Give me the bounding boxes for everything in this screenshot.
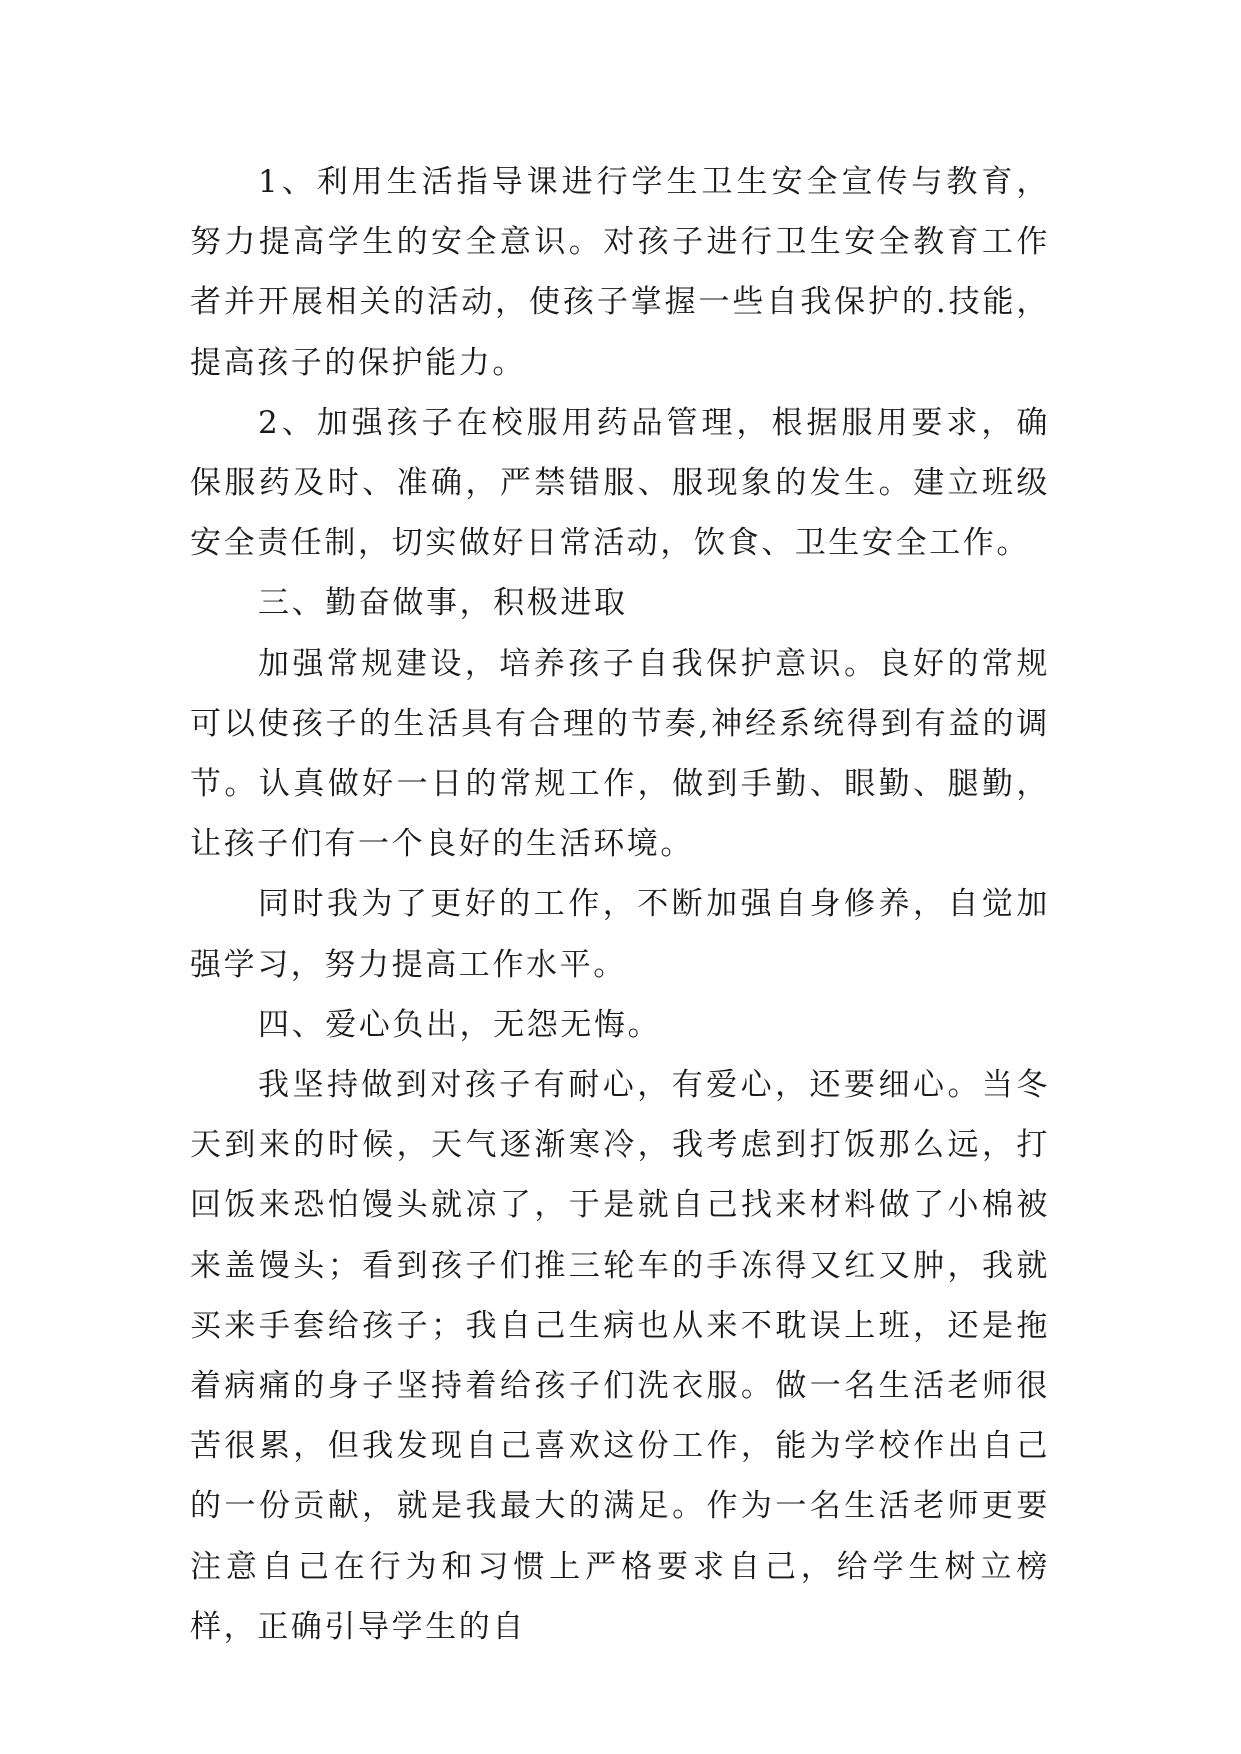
paragraph-hygiene-education: 1、利用生活指导课进行学生卫生安全宣传与教育，努力提高学生的安全意识。对孩子进行卫生安全教育工作者并开展相关的活动，使孩子掌握一些自我保护的.技能，提高孩子的保护能力。: [190, 164, 1050, 381]
document-body: [190, 152, 1050, 1657]
paragraph-patience-care: 我坚持做到对孩子有耐心，有爱心，还要细心。当冬天到来的时候，天气逐渐寒冷，我考虑到打饭那么远，打回饭来恐怕馒头就凉了，于是就自己找来材料做了小棉被来盖馒头；看到孩子们推三轮车的手冻得又红又肿，我就买来手套给孩子；我自己生病也从来不耽误上班，还是拖着病痛的身子坚持着给孩子们洗衣服。做一名生活老师很苦很累，但我发现自己喜欢这份工作，能为学校作出自己的一份贡献，就是我最大的满足。作为一名生活老师更要注意自己在行为和习惯上严格要求自己，给学生树立榜样，正确引导学生的自: [190, 1067, 1050, 1645]
paragraph-medicine-management: 2、加强孩子在校服用药品管理，根据服用要求，确保服药及时、准确，严禁错服、服现象的发生。建立班级安全责任制，切实做好日常活动，饮食、卫生安全工作。: [190, 404, 1050, 562]
section-heading-diligence: 三、勤奋做事，积极进取: [258, 585, 628, 622]
paragraph-routine-building: 加强常规建设，培养孩子自我保护意识。良好的常规可以使孩子的生活具有合理的节奏,神经系统得到有益的调节。认真做好一日的常规工作，做到手勤、眼勤、腿勤，让孩子们有一个良好的生活环境。: [190, 645, 1050, 863]
paragraph-self-improvement: 同时我为了更好的工作，不断加强自身修养，自觉加强学习，努力提高工作水平。: [190, 886, 1050, 983]
section-heading-love: 四、爱心负出，无怨无悔。: [258, 1006, 662, 1043]
